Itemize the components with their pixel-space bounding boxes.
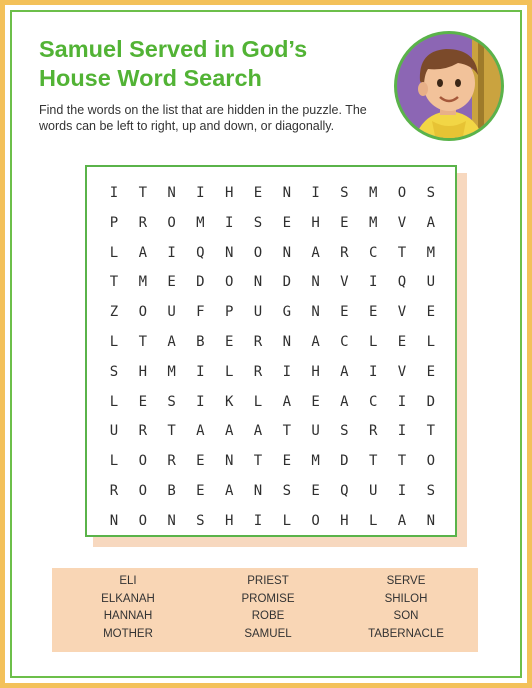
grid-letter: I (311, 185, 320, 201)
grid-letter: T (397, 244, 407, 261)
word-list-item: SHILOH (384, 592, 428, 605)
grid-letter: M (167, 363, 176, 380)
page-title: Samuel Served in God’s House Word Search (39, 36, 308, 91)
word-list-item: HANNAH (103, 610, 153, 622)
grid-letter: R (138, 423, 148, 440)
grid-letter: I (397, 483, 407, 499)
grid-letter: S (426, 185, 436, 201)
grid-letter: A (397, 512, 407, 529)
instructions-text: Find the words on the list that are hidden in the puzzle. The words can be left to right, up and down, or diagonally. (39, 103, 367, 133)
grid-letter: G (282, 304, 292, 321)
grid-letter: H (224, 512, 234, 529)
grid-letter: E (282, 214, 292, 231)
word-search-grid (85, 165, 457, 537)
grid-letter: I (196, 363, 205, 380)
word-list-item: SON (393, 610, 419, 622)
grid-letter: H (311, 214, 320, 231)
grid-letter: V (397, 363, 407, 380)
grid-row (100, 387, 446, 417)
grid-letter: A (426, 214, 436, 231)
grid-letter: I (167, 244, 176, 261)
word-list-item: PRIEST (247, 575, 289, 587)
grid-row (100, 327, 446, 357)
grid-letter: O (138, 304, 148, 321)
grid-letter: I (368, 363, 378, 380)
grid-letter: N (282, 244, 292, 261)
grid-letter: E (138, 393, 148, 410)
grid-letter: U (426, 274, 436, 291)
grid-letter: N (282, 334, 292, 350)
grid-row (100, 357, 446, 387)
grid-letter: O (138, 512, 148, 529)
grid-letter: V (397, 214, 407, 231)
word-list-item: SERVE (386, 575, 426, 587)
grid-letter: T (426, 423, 436, 440)
grid-letter: L (368, 334, 378, 350)
grid-letter: C (340, 334, 349, 350)
grid-letter: E (224, 334, 234, 350)
grid-letter: O (397, 185, 407, 201)
grid-letter: O (224, 274, 234, 291)
grid-letter: A (167, 334, 176, 350)
grid-letter: T (167, 423, 176, 440)
grid-letter: Q (196, 244, 205, 261)
grid-letter: U (109, 423, 119, 440)
grid-row (100, 446, 446, 476)
grid-letter: T (138, 185, 148, 201)
grid-letter: D (340, 453, 349, 470)
grid-letter: R (340, 244, 349, 261)
grid-letter: U (167, 304, 176, 321)
grid-row (100, 506, 446, 536)
grid-letter: E (311, 393, 320, 410)
grid-letter: I (253, 512, 263, 529)
grid-letter: L (253, 393, 263, 410)
grid-letter: A (253, 423, 263, 440)
grid-letter: E (167, 274, 176, 291)
grid-letter: I (368, 274, 378, 291)
grid-letter: V (397, 304, 407, 321)
grid-letter: R (167, 453, 176, 470)
grid-letter: F (196, 304, 205, 321)
grid-row (100, 208, 446, 238)
grid-letter: M (311, 453, 320, 470)
grid-letter: R (253, 363, 263, 380)
grid-letter: N (167, 512, 176, 529)
grid-letter: A (340, 393, 349, 410)
word-list-item: ELKANAH (101, 592, 155, 605)
grid-row (100, 178, 446, 208)
word-list (52, 568, 478, 652)
grid-letter: C (368, 393, 378, 410)
grid-letter: U (253, 304, 263, 321)
grid-letter: L (109, 393, 119, 410)
grid-letter: H (138, 363, 148, 380)
grid-letter: O (138, 483, 148, 499)
grid-letter: A (224, 483, 234, 499)
grid-letter: H (224, 185, 234, 201)
grid-row (100, 267, 446, 297)
grid-letter: D (282, 274, 292, 291)
word-list-item: SAMUEL (244, 627, 292, 640)
grid-letter: M (368, 214, 378, 231)
grid-letter: T (109, 274, 119, 291)
grid-letter: E (282, 453, 292, 470)
grid-letter: S (109, 363, 119, 380)
grid-row (100, 297, 446, 327)
grid-letter: T (138, 334, 148, 350)
grid-letter: A (282, 393, 292, 410)
grid-letter: R (368, 423, 378, 440)
grid-letter: I (397, 393, 407, 410)
grid-letter: T (397, 453, 407, 470)
grid-letter: M (426, 244, 436, 261)
grid-letter: I (282, 363, 292, 380)
grid-letter: U (311, 423, 320, 440)
grid-letter: S (426, 483, 436, 499)
grid-letter: P (109, 214, 119, 231)
grid-letter: P (224, 304, 234, 321)
grid-letter: Z (109, 304, 119, 321)
grid-letter: L (109, 334, 119, 350)
grid-letter: R (253, 334, 263, 350)
grid-letter: N (282, 185, 292, 201)
grid-letter: S (167, 393, 176, 410)
grid-letter: N (253, 274, 263, 291)
word-list-item: PROMISE (241, 592, 295, 605)
grid-letter: A (224, 423, 234, 440)
grid-letter: N (224, 244, 234, 261)
grid-letter: T (282, 423, 292, 440)
grid-letter: Q (340, 483, 349, 499)
grid-letter: I (224, 214, 234, 231)
grid-letter: N (311, 304, 320, 321)
grid-letter: R (138, 214, 148, 231)
grid-letter: T (253, 453, 263, 470)
grid-letter: I (109, 185, 119, 201)
grid-letter: A (311, 334, 320, 350)
grid-row (100, 416, 446, 446)
grid-letter: E (368, 304, 378, 321)
grid-letter: V (340, 274, 349, 291)
grid-letter: A (196, 423, 205, 440)
grid-letter: E (311, 483, 320, 499)
grid-letter: E (340, 304, 349, 321)
grid-letter: S (340, 185, 349, 201)
grid-letter: E (426, 304, 436, 321)
grid-letter: N (167, 185, 176, 201)
grid-letter: H (311, 363, 320, 380)
grid-letter: L (109, 244, 119, 261)
grid-letter: E (253, 185, 263, 201)
child-portrait-illustration (394, 31, 504, 141)
grid-letter: I (196, 393, 205, 410)
grid-letter: H (340, 512, 349, 529)
word-list-item: ROBE (251, 610, 285, 622)
grid-letter: C (368, 244, 378, 261)
grid-letter: N (109, 512, 119, 529)
grid-letter: A (340, 363, 349, 380)
grid-letter: A (311, 244, 320, 261)
grid-letter: I (397, 423, 407, 440)
grid-letter: T (368, 453, 378, 470)
grid-letter: O (253, 244, 263, 261)
word-list-item: TABERNACLE (368, 627, 444, 640)
grid-letter: S (282, 483, 292, 499)
grid-letter: I (196, 185, 205, 201)
grid-letter: M (196, 214, 205, 231)
grid-letter: U (368, 483, 378, 499)
grid-letter: S (253, 214, 263, 231)
word-list-item: ELI (119, 575, 137, 587)
grid-letter: N (253, 483, 263, 499)
grid-letter: O (167, 214, 176, 231)
grid-letter: E (196, 483, 205, 499)
grid-letter: L (368, 512, 378, 529)
grid-letter: Q (397, 274, 407, 291)
grid-letter: D (426, 393, 436, 410)
word-list-item: MOTHER (103, 627, 153, 640)
grid-letter: O (311, 512, 320, 529)
grid-letter: A (138, 244, 148, 261)
grid-row (100, 476, 446, 506)
grid-letter: S (196, 512, 205, 529)
grid-letter: L (109, 453, 119, 470)
grid-letter: D (196, 274, 205, 291)
grid-letter: E (426, 363, 436, 380)
grid-letter: K (224, 393, 234, 410)
grid-letter: N (311, 274, 320, 291)
grid-letter: L (282, 512, 292, 529)
grid-letter: M (138, 274, 148, 291)
grid-letter: E (397, 334, 407, 350)
grid-letter: B (167, 483, 176, 499)
grid-letter: M (368, 185, 378, 201)
grid-letter: E (340, 214, 349, 231)
grid-letter: O (138, 453, 148, 470)
grid-letter: L (224, 363, 234, 380)
grid-letter: R (109, 483, 119, 499)
grid-letter: N (224, 453, 234, 470)
grid-letter: N (426, 512, 436, 529)
grid-letter: L (426, 334, 436, 350)
grid-letter: B (196, 334, 205, 350)
grid-letter: E (196, 453, 205, 470)
grid-letter: O (426, 453, 436, 470)
grid-letter: S (340, 423, 349, 440)
grid-row (100, 238, 446, 268)
